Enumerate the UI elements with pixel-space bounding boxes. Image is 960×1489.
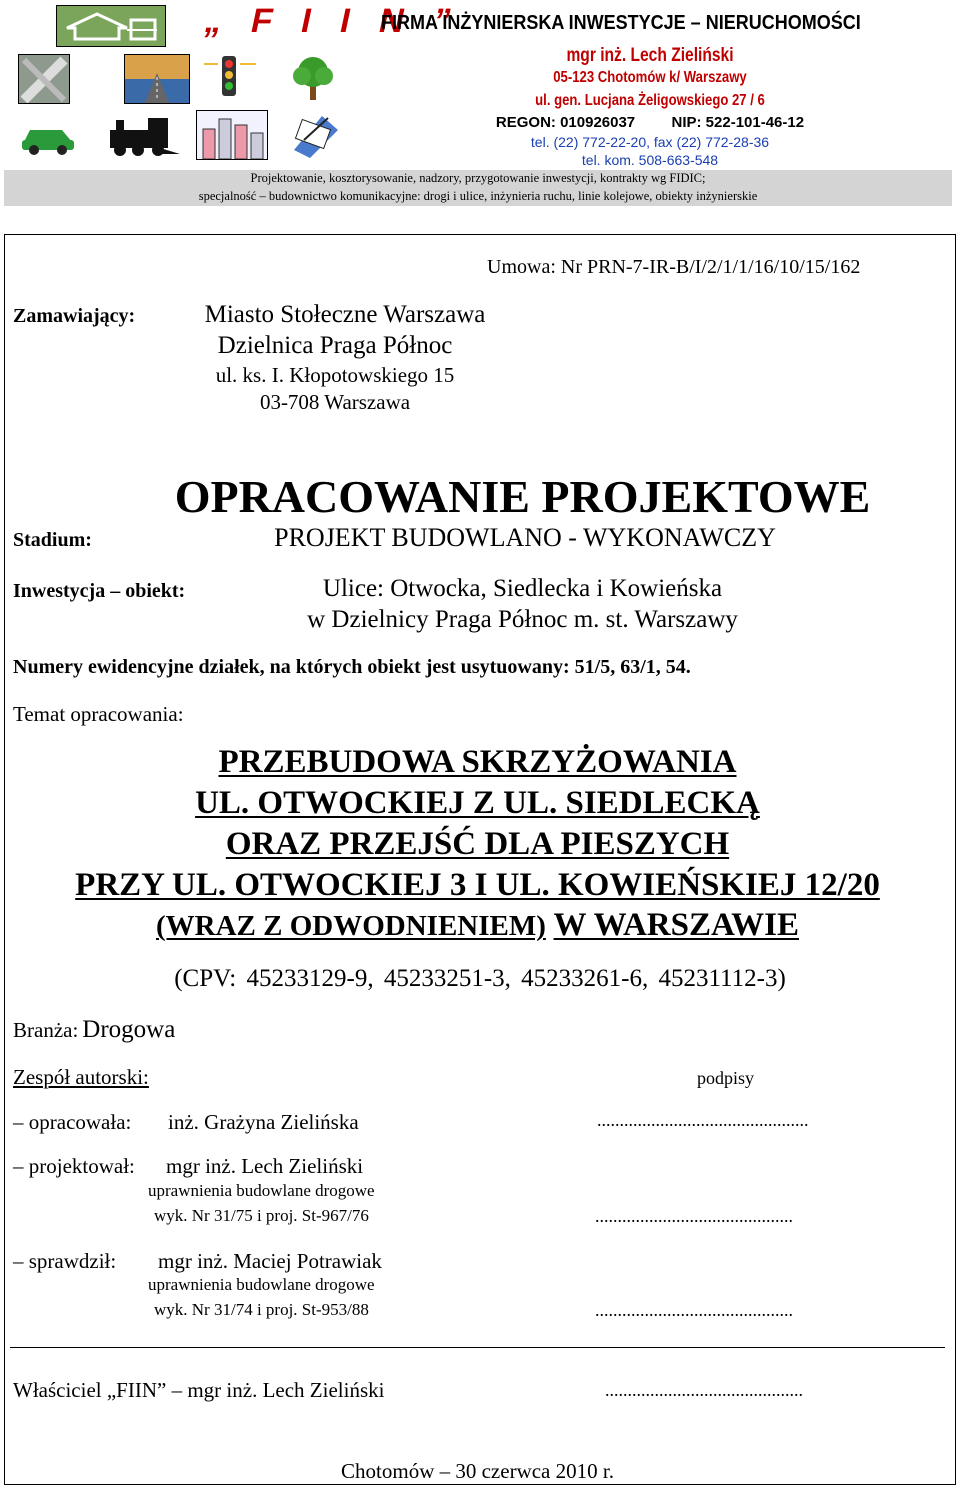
prepared-by-signature: ............................................... <box>597 1110 809 1130</box>
contract-number: Umowa: Nr PRN-7-IR-B/I/2/1/1/16/10/15/162 <box>487 256 861 278</box>
client-label: Zamawiający: <box>13 305 136 327</box>
checked-by-label: – sprawdził: <box>13 1249 117 1273</box>
topic-line-4: PRZY UL. OTWOCKIEJ 3 I UL. KOWIEŃSKIEJ 12/20 <box>75 867 880 903</box>
firm-mobile: tel. kom. 508-663-548 <box>581 152 719 168</box>
checked-by-permit-number: wyk. Nr 31/74 i proj. St-953/88 <box>154 1300 369 1319</box>
client-name: Miasto Stołeczne Warszawa <box>204 301 486 328</box>
firm-description: FIRMA INŻYNIERSKA INWESTYCJE – NIERUCHOMOŚCI <box>381 12 861 34</box>
investment-streets: Ulice: Otwocka, Siedlecka i Kowieńska <box>322 575 723 602</box>
parcel-numbers: Numery ewidencyjne działek, na których obiekt jest usytuowany: 51/5, 63/1, 54. <box>13 656 691 678</box>
topic-line-5-city: W WARSZAWIE <box>553 907 800 943</box>
separator-line <box>10 1347 945 1348</box>
firm-phone: tel. (22) 772-22-20, fax (22) 772-28-36 <box>530 134 770 150</box>
prepared-by-name: inż. Grażyna Zielińska <box>168 1110 359 1134</box>
firm-regon: REGON: 010926037 <box>495 114 636 131</box>
team-label: Zespół autorski: <box>13 1065 149 1089</box>
tree-icon <box>282 54 346 102</box>
branch <box>13 1016 175 1044</box>
firm-street-address: ul. gen. Lucjana Żeligowskiego 27 / 6 <box>535 92 765 109</box>
investment-label: Inwestycja – obiekt: <box>13 580 186 602</box>
topic-label: Temat opracowania: <box>13 702 184 726</box>
designed-by-permit-type: uprawnienia budowlane drogowe <box>148 1181 375 1200</box>
company-logo <box>56 5 166 47</box>
firm-postal-address: 05-123 Chotomów k/ Warszawy <box>553 69 747 86</box>
client-street: ul. ks. I. Kłopotowskiego 15 <box>215 363 455 387</box>
road-junction-icon <box>18 54 70 104</box>
topic-line-3: ORAZ PRZEJŚĆ DLA PIESZYCH <box>225 826 730 862</box>
firm-nip: NIP: 522-101-46-12 <box>671 114 805 131</box>
firm-registration <box>420 114 880 131</box>
investment-location: w Dzielnicy Praga Północ m. st. Warszawy <box>307 606 738 633</box>
stage-value: PROJEKT BUDOWLANO - WYKONAWCZY <box>274 523 776 552</box>
topic-line-5-drainage: (WRAZ Z ODWODNIENIEM) <box>155 910 546 942</box>
designed-by-signature: ............................................ <box>595 1206 793 1226</box>
traffic-light-icon <box>198 54 262 102</box>
city-icon <box>196 110 268 160</box>
house-logo-icon <box>57 6 165 46</box>
topic-line-1: PRZEBUDOWA SKRZYŻOWANIA <box>218 744 737 780</box>
topic-line-5 <box>20 907 935 944</box>
designed-by-permit-number: wyk. Nr 31/75 i proj. St-967/76 <box>154 1206 369 1225</box>
designed-by-name: mgr inż. Lech Zieliński <box>166 1154 364 1178</box>
stage-label: Stadium: <box>13 529 92 551</box>
owner-signature: ............................................ <box>605 1380 803 1400</box>
topic-line-2: UL. OTWOCKIEJ Z UL. SIEDLECKĄ <box>195 785 760 821</box>
locomotive-icon <box>100 110 186 158</box>
header-icon-grid <box>14 54 374 158</box>
car-icon <box>18 110 78 158</box>
client-postal: 03-708 Warszawa <box>259 390 411 414</box>
highway-icon <box>124 54 190 104</box>
services-line-2: specjalność – budownictwo komunikacyjne: drogi i ulice, inżynieria ruchu, linie kolejowe, obiekty inżynierskie <box>198 189 758 203</box>
services-line-1: Projektowanie, kosztorysowanie, nadzory, przygotowanie inwestycji, kontrakty wg FIDIC; <box>250 171 706 185</box>
client-district: Dzielnica Praga Północ <box>217 332 453 359</box>
owner-line: Właściciel „FIIN” – mgr inż. Lech Zieliński <box>13 1378 385 1402</box>
ruler-pen-icon <box>284 110 348 158</box>
branch-label: Branża: <box>13 1018 79 1042</box>
checked-by-signature: ............................................ <box>595 1300 793 1320</box>
services-band <box>4 170 952 206</box>
firm-owner: mgr inż. Lech Zieliński <box>566 45 734 66</box>
checked-by-permit-type: uprawnienia budowlane drogowe <box>148 1275 375 1294</box>
signatures-label: podpisy <box>697 1068 755 1088</box>
document-title: OPRACOWANIE PROJEKTOWE <box>174 471 871 522</box>
prepared-by-label: – opracowała: <box>13 1110 132 1134</box>
branch-value: Drogowa <box>82 1016 176 1043</box>
cpv-codes: (CPV: 45233129-9, 45233251-3, 45233261-6, 45231112-3) <box>174 965 786 992</box>
checked-by-name: mgr inż. Maciej Potrawiak <box>158 1249 382 1273</box>
designed-by-label: – projektował: <box>13 1154 135 1178</box>
firm-name: „ F I I N ” <box>201 2 465 40</box>
place-and-date: Chotomów – 30 czerwca 2010 r. <box>341 1459 614 1483</box>
